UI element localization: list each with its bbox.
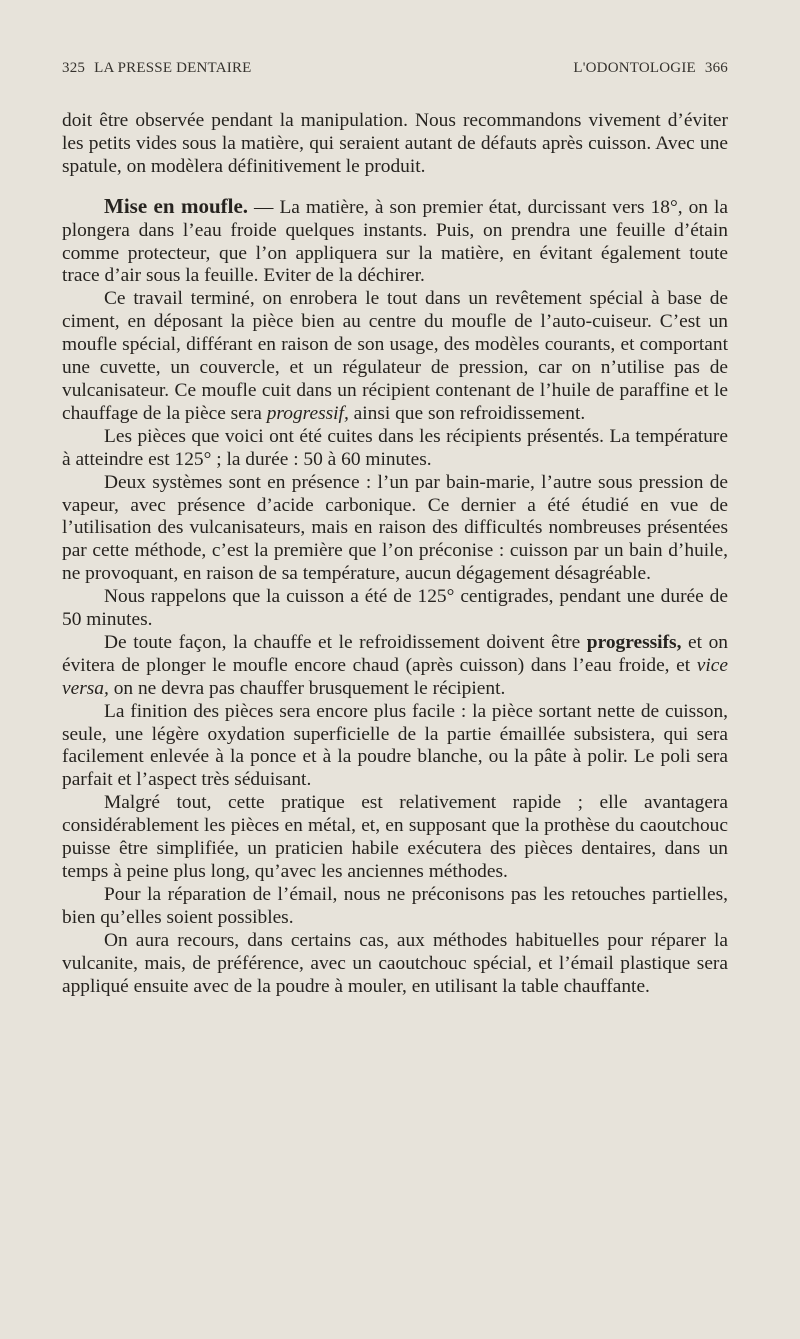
text-run: Les pièces que voici ont été cuites dans les récipients présentés. La température à atteindre est 125° ; la durée : 50 à 60 minutes.	[62, 425, 728, 470]
section-mise-en-moufle	[62, 195, 728, 289]
text-run: on ne devra pas chauffer brusquement le récipient.	[108, 677, 506, 699]
paragraph	[62, 288, 728, 425]
italic-text: vice versa,	[62, 654, 728, 699]
text-run: De toute façon, la chauffe et le refroidissement doivent être	[104, 631, 587, 653]
paragraph	[62, 701, 728, 793]
left-journal-title: LA PRESSE DENTAIRE	[94, 60, 252, 76]
paragraph	[62, 792, 728, 884]
running-header	[62, 60, 728, 86]
text-run: et on évitera de plonger le moufle encore chaud (après cuisson) dans l’eau froide, et	[62, 631, 728, 676]
right-page-number: 366	[704, 60, 728, 76]
paragraph	[62, 632, 728, 701]
text-run: La finition des pièces sera encore plus facile : la pièce sortant nette de cuisson, seule, une légère oxydation superficielle de la partie émaillée subsistera, qui sera facilement enlevée à la ponce et à la poudre blanche, ou la pâte à polir. Le poli sera parfait et l’aspect très séduisant.	[62, 700, 728, 791]
header-left	[62, 60, 252, 77]
body-text	[62, 110, 728, 998]
text-run: Deux systèmes sont en présence : l’un par bain-marie, l’autre sous pression de vapeur, avec présence d’acide carbonique. Ce dernier a été étudié en vue de l’utilisation des vulcanisateurs, mais en raison des difficultés nombreuses présentées par cette méthode, c’est la première que l’on préconise : cuisson par un bain d’huile, ne provoquant, en raison de sa température, aucun dégagement désagréable.	[62, 471, 728, 585]
left-page-number: 325	[62, 60, 86, 76]
header-right	[573, 60, 728, 77]
text-run: — La matière, à son premier état, durcissant vers 18°, on la plongera dans l’eau froide quelques instants. Puis, on prendra une feuille d’étain comme protecteur, que l’on appliquera sur la matière, en évitant également toute trace d’air sous la feuille. Eviter de la déchirer.	[62, 196, 728, 287]
section-heading: Mise en moufle.	[104, 193, 249, 218]
text-run: On aura recours, dans certains cas, aux méthodes habituelles pour réparer la vulcanite, mais, de préférence, avec un caoutchouc spécial, et l’émail plastique sera appliqué ensuite avec de la poudre à mouler, en utilisant la table chauffante.	[62, 929, 728, 997]
paragraph	[62, 586, 728, 632]
text-run: ainsi que son refroidissement.	[348, 402, 586, 424]
text-run: Malgré tout, cette pratique est relativement rapide ; elle avantagera considérablement les pièces en métal, et, en supposant que la prothèse du caoutchouc puisse être simplifiée, un praticien habile exécutera des pièces dentaires, dans un temps à peine plus long, qu’avec les anciennes méthodes.	[62, 792, 728, 882]
text-run: Pour la réparation de l’émail, nous ne préconisons pas les retouches partielles, bien qu’elles soient possibles.	[62, 883, 728, 928]
paragraph	[62, 426, 728, 472]
bold-text: progressifs,	[586, 631, 682, 653]
text-run: Nous rappelons que la cuisson a été de 125° centigrades, pendant une durée de 50 minutes.	[62, 586, 728, 631]
paragraph	[62, 930, 728, 999]
paragraph	[62, 110, 728, 179]
text-run: doit être observée pendant la manipulation. Nous recommandons vivement d’éviter les petits vides sous la matière, qui seraient autant de défauts après cuisson. Avec une spatule, on modèlera définitivement le produit.	[62, 110, 728, 177]
right-journal-title: L'ODONTOLOGIE	[573, 60, 696, 76]
paragraph	[62, 472, 728, 587]
text-run: Ce travail terminé, on enrobera le tout dans un revêtement spécial à base de ciment, en déposant la pièce bien au centre du moufle de l’auto-cuiseur. C’est un moufle spécial, différant en raison de son usage, des modèles courants, et comportant une cuvette, un couvercle, et un régulateur de pression, car on n’utilise pas de vulcanisateur. Ce moufle cuit dans un récipient contenant de l’huile de paraffine et le chauffage de la pièce sera	[62, 288, 728, 424]
italic-text: progressif,	[266, 402, 349, 424]
paragraph	[62, 884, 728, 930]
